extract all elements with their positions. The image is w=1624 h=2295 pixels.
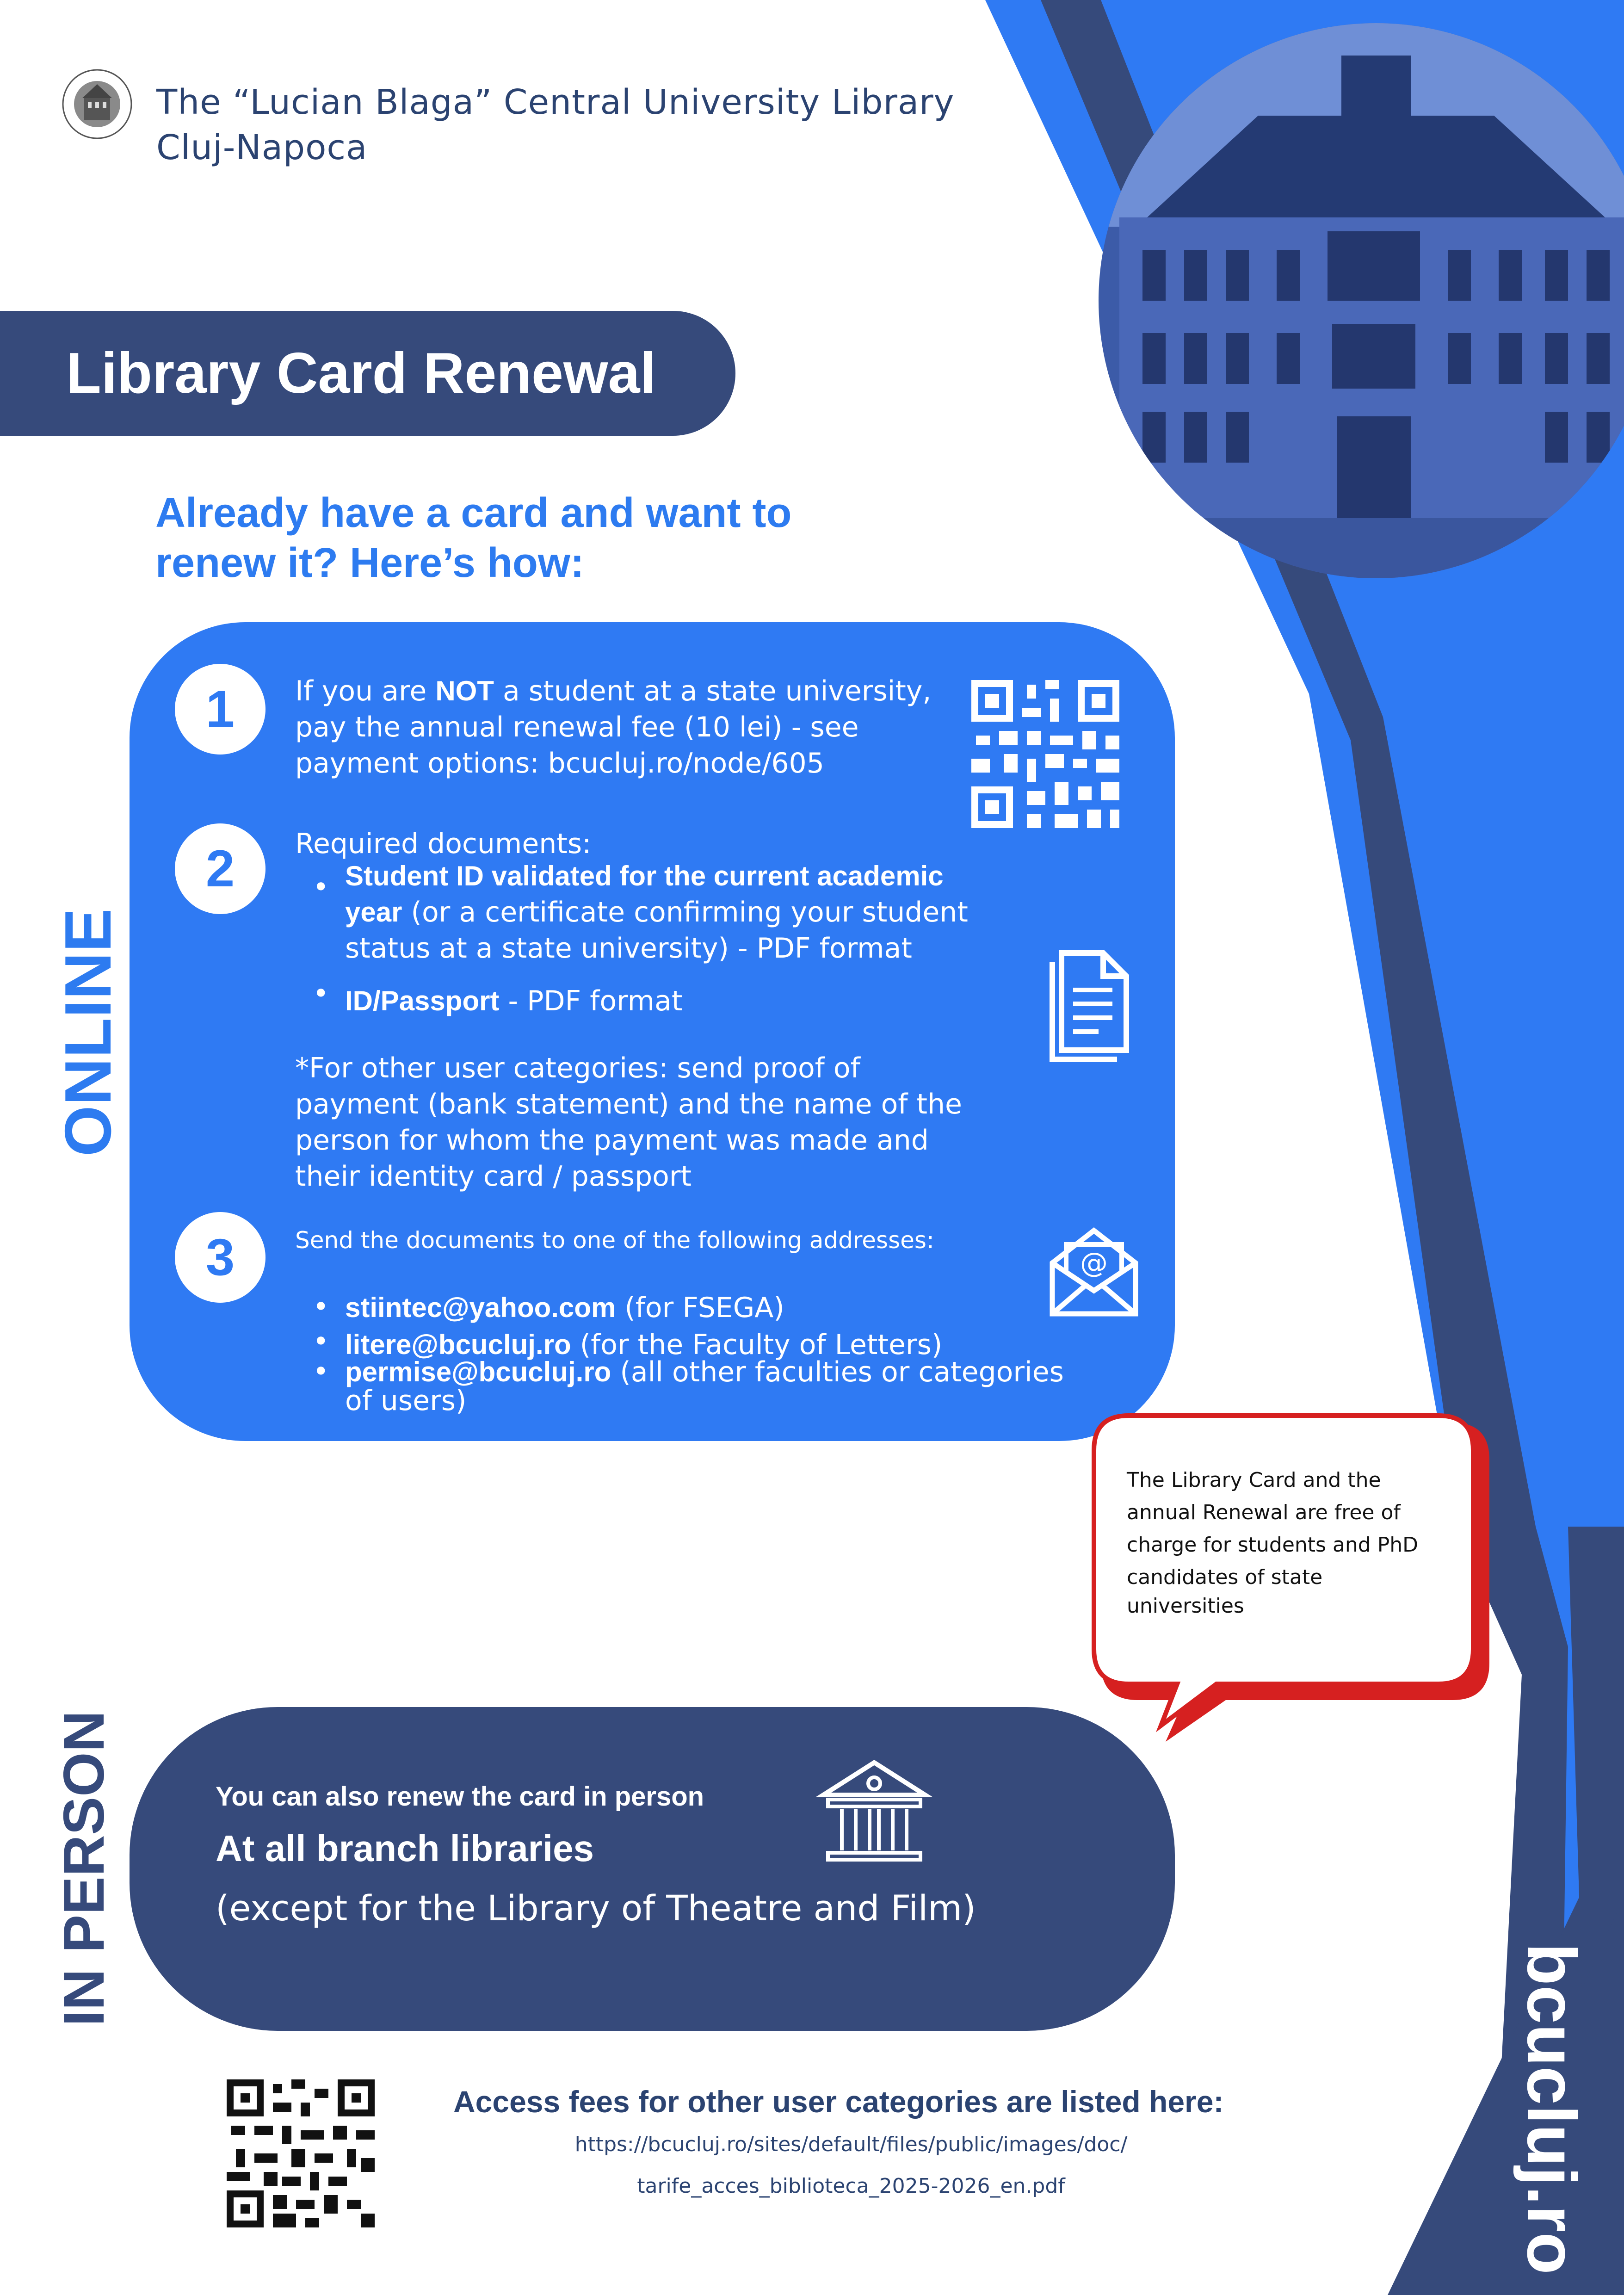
- step-2-number: 2: [175, 823, 266, 914]
- institution-line-2: Cluj-Napoca: [156, 128, 368, 167]
- institution-name: [156, 80, 954, 170]
- institution-icon: [814, 1753, 934, 1874]
- bullet-dot: •: [313, 1291, 329, 1323]
- bullet-dot: •: [313, 1355, 329, 1388]
- subtitle-line-1: Already have a card and want to: [155, 490, 792, 536]
- fees-url-line-1[interactable]: https://bcucluj.ro/sites/default/files/public/images/doc/: [574, 2133, 1128, 2156]
- fees-qr-code-icon: [227, 2079, 375, 2227]
- step-3-heading: Send the documents to one of the following addresses:: [295, 1227, 934, 1254]
- payment-options-link[interactable]: payment options: bcucluj.ro/node/605: [295, 747, 824, 779]
- fees-url-line-2[interactable]: tarife_acces_biblioteca_2025-2026_en.pdf: [637, 2174, 1065, 2198]
- qr-code-icon: [967, 675, 1124, 833]
- other-categories-note: *For other user categories: send proof of payment (bank statement) and the name of the person for whom the payment was made and their identity card / passport: [295, 1052, 962, 1193]
- access-fees-title: Access fees for other user categories are listed here:: [453, 2085, 1224, 2119]
- svg-text:@: @: [1080, 1247, 1108, 1279]
- email-letters-link[interactable]: litere@bcucluj.ro: [345, 1329, 571, 1360]
- online-label: ONLINE: [51, 908, 125, 1157]
- email-general-link[interactable]: permise@bcucluj.ro: [345, 1356, 611, 1387]
- document-icon: [1043, 939, 1145, 1069]
- in-person-line-3: (except for the Library of Theatre and Film): [216, 1887, 976, 1929]
- step-1-number: 1: [175, 664, 266, 755]
- email-general-item: permise@bcucluj.ro (all other faculties or categories of users): [345, 1356, 1064, 1417]
- subtitle-line-2: renew it? Here’s how:: [155, 540, 584, 586]
- bullet-dot: •: [313, 1325, 329, 1358]
- page-title: Library Card Renewal: [0, 311, 735, 436]
- step-3-number: 3: [175, 1212, 266, 1303]
- email-fsega-link[interactable]: stiintec@yahoo.com: [345, 1292, 616, 1323]
- in-person-line-1: You can also renew the card in person: [216, 1782, 704, 1812]
- seal-logo: [60, 56, 134, 153]
- free-of-charge-note: The Library Card and the annual Renewal are free of charge for students and PhD candidates of state universities: [1127, 1468, 1419, 1618]
- step-1-text: If you are NOT a student at a state university, pay the annual renewal fee (10 lei) - see payment options: bcucluj.ro/node/605: [295, 673, 952, 781]
- required-doc-student-id: Student ID validated for the current academic year (or a certificate confirming your student status at a state university) - PDF format: [345, 860, 968, 965]
- in-person-label: IN PERSON: [52, 1710, 116, 2026]
- in-person-line-2: At all branch libraries: [216, 1828, 594, 1869]
- bullet-dot: •: [313, 977, 329, 1010]
- email-letters-item: litere@bcucluj.ro (for the Faculty of Letters): [345, 1329, 943, 1361]
- email-icon: [1043, 1217, 1145, 1323]
- not-emphasis: NOT: [435, 675, 494, 706]
- subtitle: [155, 488, 791, 588]
- step-2-heading: Required documents:: [295, 828, 592, 860]
- required-doc-id-passport: ID/Passport - PDF format: [345, 985, 683, 1017]
- bullet-dot: •: [313, 871, 329, 903]
- brand-url[interactable]: bcucluj.ro: [1513, 1943, 1591, 2275]
- institution-line-1: The “Lucian Blaga” Central University Library: [156, 82, 955, 122]
- email-fsega-item: stiintec@yahoo.com (for FSEGA): [345, 1292, 784, 1324]
